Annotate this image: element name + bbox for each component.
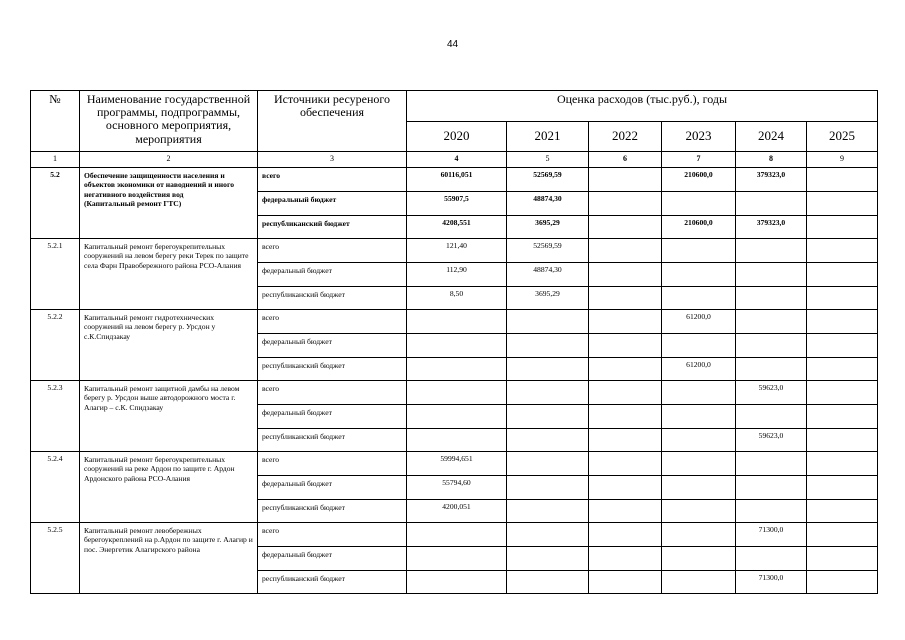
- expense-value-cell: [589, 500, 662, 523]
- expense-value-cell: [736, 263, 807, 287]
- column-number-cell: 2: [80, 152, 258, 168]
- expense-value-cell: 61200,0: [662, 358, 736, 381]
- expense-value-cell: [736, 287, 807, 310]
- expense-value-cell: [807, 381, 878, 405]
- expense-value-cell: [407, 310, 507, 334]
- page-number: 44: [446, 39, 459, 50]
- expense-value-cell: [507, 476, 589, 500]
- item-id-cell: 5.2.1: [31, 239, 80, 310]
- expense-value-cell: [407, 334, 507, 358]
- item-name-cell: Капитальный ремонт левобережных берегоукреплений на р.Ардон по защите г. Алагир и пос. Энергетик Алагирского района: [80, 523, 258, 594]
- expense-value-cell: [589, 381, 662, 405]
- expense-value-cell: [507, 429, 589, 452]
- expense-value-cell: 71300,0: [736, 571, 807, 594]
- funding-source-cell: федеральный бюджет: [258, 192, 407, 216]
- expense-value-cell: [736, 192, 807, 216]
- expense-value-cell: [807, 476, 878, 500]
- expense-value-cell: [407, 571, 507, 594]
- expense-value-cell: [407, 405, 507, 429]
- year-header: 2025: [807, 122, 878, 152]
- expense-value-cell: [807, 523, 878, 547]
- expense-value-cell: 55794,60: [407, 476, 507, 500]
- year-header: 2021: [507, 122, 589, 152]
- funding-source-cell: республиканский бюджет: [258, 429, 407, 452]
- expense-value-cell: [736, 500, 807, 523]
- expense-value-cell: [589, 216, 662, 239]
- expense-value-cell: [589, 287, 662, 310]
- funding-source-cell: республиканский бюджет: [258, 216, 407, 239]
- item-name-cell: Обеспечение защищенности населения и объектов экономики от наводнений и иного негативного воздействия вод (Капитальный ремонт ГТС): [80, 168, 258, 239]
- funding-source-cell: федеральный бюджет: [258, 334, 407, 358]
- expense-value-cell: [736, 310, 807, 334]
- expense-value-cell: [807, 168, 878, 192]
- funding-source-cell: всего: [258, 381, 407, 405]
- expense-value-cell: [736, 452, 807, 476]
- expense-value-cell: [589, 310, 662, 334]
- expense-value-cell: 59994,651: [407, 452, 507, 476]
- expense-value-cell: [589, 429, 662, 452]
- expense-value-cell: [507, 452, 589, 476]
- expense-value-cell: [662, 429, 736, 452]
- expense-value-cell: [807, 358, 878, 381]
- expense-value-cell: 210600,0: [662, 216, 736, 239]
- expense-value-cell: 55907,5: [407, 192, 507, 216]
- expense-value-cell: [807, 216, 878, 239]
- expense-value-cell: [662, 287, 736, 310]
- expense-value-cell: [807, 405, 878, 429]
- column-number-cell: 5: [507, 152, 589, 168]
- expense-value-cell: 3695,29: [507, 216, 589, 239]
- column-number-cell: 4: [407, 152, 507, 168]
- expense-value-cell: [589, 358, 662, 381]
- expense-value-cell: [507, 334, 589, 358]
- column-number-cell: 7: [662, 152, 736, 168]
- expense-value-cell: 379323,0: [736, 168, 807, 192]
- year-header: 2024: [736, 122, 807, 152]
- item-name-cell: Капитальный ремонт берегоукрепительных сооружений на реке Ардон по защите г. Ардон Ардонского района РСО-Алания: [80, 452, 258, 523]
- expense-value-cell: [662, 192, 736, 216]
- item-name-cell: Капитальный ремонт берегоукрепительных сооружений на левом берегу реки Терек по защите села Фарн Правобережного района РСО-Алания: [80, 239, 258, 310]
- expense-value-cell: 52569,59: [507, 239, 589, 263]
- table-row: [31, 168, 878, 192]
- item-id-cell: 5.2: [31, 168, 80, 239]
- expense-value-cell: [589, 523, 662, 547]
- item-id-cell: 5.2.4: [31, 452, 80, 523]
- expense-value-cell: [407, 547, 507, 571]
- expense-value-cell: [589, 192, 662, 216]
- expense-value-cell: [736, 547, 807, 571]
- expense-value-cell: [807, 452, 878, 476]
- funding-source-cell: всего: [258, 523, 407, 547]
- expense-value-cell: [507, 547, 589, 571]
- funding-source-cell: всего: [258, 452, 407, 476]
- item-id-cell: 5.2.3: [31, 381, 80, 452]
- expense-value-cell: [507, 571, 589, 594]
- expense-value-cell: 3695,29: [507, 287, 589, 310]
- expense-value-cell: [589, 239, 662, 263]
- expense-value-cell: [662, 239, 736, 263]
- expense-value-cell: [807, 547, 878, 571]
- expense-value-cell: [589, 168, 662, 192]
- expense-value-cell: [589, 571, 662, 594]
- expense-value-cell: [807, 263, 878, 287]
- funding-source-cell: республиканский бюджет: [258, 500, 407, 523]
- expense-value-cell: [407, 358, 507, 381]
- expense-value-cell: [807, 571, 878, 594]
- expense-value-cell: [589, 405, 662, 429]
- column-number-cell: 6: [589, 152, 662, 168]
- column-number-cell: 1: [31, 152, 80, 168]
- table-row: [31, 310, 878, 334]
- expense-value-cell: [507, 381, 589, 405]
- expense-value-cell: [662, 523, 736, 547]
- col-estimate-header: Оценка расходов (тыс.руб.), годы: [407, 91, 878, 122]
- expense-value-cell: [807, 310, 878, 334]
- funding-source-cell: республиканский бюджет: [258, 571, 407, 594]
- expense-value-cell: [589, 452, 662, 476]
- funding-source-cell: федеральный бюджет: [258, 263, 407, 287]
- funding-source-cell: республиканский бюджет: [258, 287, 407, 310]
- expense-value-cell: 60116,051: [407, 168, 507, 192]
- funding-source-cell: федеральный бюджет: [258, 476, 407, 500]
- item-id-cell: 5.2.5: [31, 523, 80, 594]
- expense-value-cell: [589, 263, 662, 287]
- column-number-cell: 3: [258, 152, 407, 168]
- expense-value-cell: [662, 405, 736, 429]
- expense-value-cell: 379323,0: [736, 216, 807, 239]
- table-row: [31, 523, 878, 547]
- year-header: 2020: [407, 122, 507, 152]
- funding-source-cell: республиканский бюджет: [258, 358, 407, 381]
- expense-value-cell: [807, 334, 878, 358]
- item-name-cell: Капитальный ремонт гидротехнических сооружений на левом берегу р. Урсдон у с.К.Спидзакау: [80, 310, 258, 381]
- expense-value-cell: [807, 500, 878, 523]
- funding-source-cell: всего: [258, 310, 407, 334]
- table-row: [31, 381, 878, 405]
- expense-value-cell: [507, 405, 589, 429]
- expense-value-cell: [507, 500, 589, 523]
- funding-source-cell: федеральный бюджет: [258, 547, 407, 571]
- year-header: 2023: [662, 122, 736, 152]
- expense-value-cell: 8,50: [407, 287, 507, 310]
- expense-value-cell: [736, 358, 807, 381]
- expense-value-cell: 59623,0: [736, 429, 807, 452]
- funding-source-cell: всего: [258, 239, 407, 263]
- expense-value-cell: [589, 334, 662, 358]
- col-number-header: №: [31, 91, 80, 152]
- expense-value-cell: [807, 239, 878, 263]
- expense-value-cell: [736, 476, 807, 500]
- funding-source-cell: федеральный бюджет: [258, 405, 407, 429]
- expense-value-cell: [407, 429, 507, 452]
- expense-value-cell: 71300,0: [736, 523, 807, 547]
- funding-source-cell: всего: [258, 168, 407, 192]
- expense-value-cell: 52569,59: [507, 168, 589, 192]
- expense-value-cell: [736, 334, 807, 358]
- expense-value-cell: [662, 500, 736, 523]
- expense-value-cell: [507, 358, 589, 381]
- expense-value-cell: [507, 523, 589, 547]
- expense-value-cell: [736, 405, 807, 429]
- expense-value-cell: 112,90: [407, 263, 507, 287]
- col-name-header: Наименование государственной программы, подпрограммы, основного мероприятия, мероприятия: [80, 91, 258, 152]
- expense-value-cell: [407, 381, 507, 405]
- expense-value-cell: [662, 476, 736, 500]
- expense-value-cell: [662, 263, 736, 287]
- budget-table: [30, 90, 878, 594]
- expense-value-cell: [662, 571, 736, 594]
- expense-value-cell: [589, 476, 662, 500]
- column-number-cell: 8: [736, 152, 807, 168]
- expense-value-cell: 210600,0: [662, 168, 736, 192]
- expense-value-cell: [807, 429, 878, 452]
- year-header: 2022: [589, 122, 662, 152]
- expense-value-cell: [807, 192, 878, 216]
- item-name-cell: Капитальный ремонт защитной дамбы на левом берегу р. Урсдон выше автодорожного моста г. Алагир – с.К. Спидзакау: [80, 381, 258, 452]
- expense-value-cell: [407, 523, 507, 547]
- expense-value-cell: [589, 547, 662, 571]
- item-id-cell: 5.2.2: [31, 310, 80, 381]
- expense-value-cell: 48874,30: [507, 263, 589, 287]
- expense-value-cell: [662, 334, 736, 358]
- expense-value-cell: [807, 287, 878, 310]
- expense-value-cell: 4200,051: [407, 500, 507, 523]
- table-row: [31, 239, 878, 263]
- expense-value-cell: 61200,0: [662, 310, 736, 334]
- expense-value-cell: 4208,551: [407, 216, 507, 239]
- col-source-header: Источники ресуреного обеспечения: [258, 91, 407, 152]
- expense-value-cell: 48874,30: [507, 192, 589, 216]
- table-row: [31, 452, 878, 476]
- expense-value-cell: [662, 452, 736, 476]
- expense-value-cell: [507, 310, 589, 334]
- expense-value-cell: 59623,0: [736, 381, 807, 405]
- expense-value-cell: [736, 239, 807, 263]
- column-number-cell: 9: [807, 152, 878, 168]
- expense-value-cell: 121,40: [407, 239, 507, 263]
- expense-value-cell: [662, 381, 736, 405]
- expense-value-cell: [662, 547, 736, 571]
